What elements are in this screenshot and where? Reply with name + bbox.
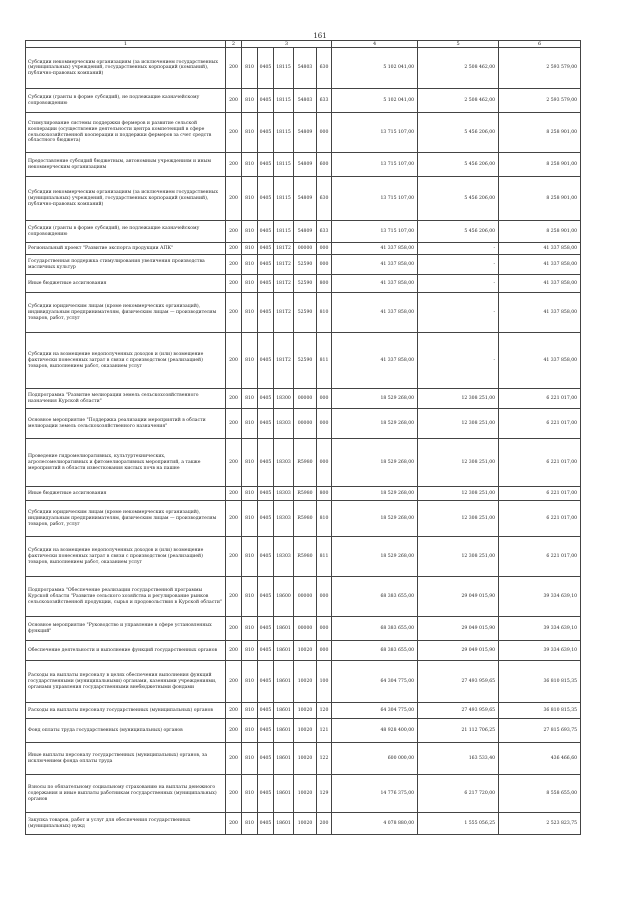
row-name: Субсидии некоммерческим организациям (за исключением государственных (муниципальных) учреждений, государственных корпораций (компаний), публично-правовых компаний) xyxy=(26,177,226,221)
amount-cell: 13 715 107,00 xyxy=(332,177,418,221)
code-cell: 52590 xyxy=(294,293,317,333)
amount-cell: 12 308 251,00 xyxy=(418,389,499,409)
code-cell: 10020 xyxy=(294,661,317,703)
code-cell: 0405 xyxy=(258,221,274,243)
amount-cell: 29 049 015,90 xyxy=(418,641,499,661)
amount-cell: 4 078 880,00 xyxy=(332,813,418,835)
code-cell: 10020 xyxy=(294,641,317,661)
code-cell: 0405 xyxy=(258,487,274,501)
table-row xyxy=(26,153,581,177)
code-cell: 18601 xyxy=(274,703,294,719)
row-name: Взносы по обязательному социальному страхованию на выплаты денежного содержания и иные выплаты работникам государственных (муниципальных) органов xyxy=(26,775,226,813)
code-cell: 181T2 xyxy=(274,275,294,293)
code-cell: 000 xyxy=(317,255,332,275)
code-cell: 810 xyxy=(242,389,258,409)
budget-table xyxy=(25,40,581,835)
code-cell: R5980 xyxy=(294,439,317,487)
code-cell: 630 xyxy=(317,48,332,89)
code-cell: 0405 xyxy=(258,641,274,661)
code-cell: 10020 xyxy=(294,775,317,813)
table-row xyxy=(26,293,581,333)
amount-cell: 29 049 015,90 xyxy=(418,577,499,617)
header-cell: 3 xyxy=(242,41,332,48)
amount-cell: 13 715 107,00 xyxy=(332,221,418,243)
table-row xyxy=(26,243,581,255)
code-cell: 000 xyxy=(317,577,332,617)
code-cell: 200 xyxy=(226,617,242,641)
amount-cell: 8 558 655,00 xyxy=(499,775,581,813)
code-cell: 810 xyxy=(242,743,258,775)
code-cell: 0405 xyxy=(258,743,274,775)
code-cell: 18115 xyxy=(274,153,294,177)
amount-cell: 68 383 655,00 xyxy=(332,617,418,641)
code-cell: 18303 xyxy=(274,537,294,577)
code-cell: 0405 xyxy=(258,409,274,439)
amount-cell: 2 593 579,00 xyxy=(499,48,581,89)
code-cell: 0405 xyxy=(258,661,274,703)
code-cell: 000 xyxy=(317,409,332,439)
amount-cell: 8 258 901,00 xyxy=(499,177,581,221)
amount-cell: - xyxy=(418,293,499,333)
code-cell: 54809 xyxy=(294,153,317,177)
code-cell: 810 xyxy=(242,221,258,243)
amount-cell: - xyxy=(418,275,499,293)
amount-cell: 12 308 251,00 xyxy=(418,487,499,501)
code-cell: 0405 xyxy=(258,255,274,275)
code-cell: 810 xyxy=(242,409,258,439)
row-name: Расходы на выплаты персоналу в целях обеспечения выполнения функций государственными (муниципальными) органами, казенными учреждениями, органами управления государственными внебюджетными фондами xyxy=(26,661,226,703)
amount-cell: 6 221 017,00 xyxy=(499,439,581,487)
code-cell: 810 xyxy=(242,177,258,221)
code-cell: 800 xyxy=(317,275,332,293)
row-name: Иные бюджетные ассигнования xyxy=(26,275,226,293)
code-cell: 52590 xyxy=(294,275,317,293)
table-row xyxy=(26,743,581,775)
amount-cell: 68 383 655,00 xyxy=(332,641,418,661)
amount-cell: 36 810 815,35 xyxy=(499,703,581,719)
code-cell: 810 xyxy=(317,501,332,537)
header-cell: 2 xyxy=(226,41,242,48)
table-row xyxy=(26,439,581,487)
amount-cell: 41 337 858,00 xyxy=(499,275,581,293)
code-cell: 0405 xyxy=(258,703,274,719)
code-cell: 18601 xyxy=(274,617,294,641)
code-cell: 52590 xyxy=(294,255,317,275)
row-name: Основное мероприятие "Руководство и управление в сфере установленных функций" xyxy=(26,617,226,641)
amount-cell: 6 221 017,00 xyxy=(499,409,581,439)
code-cell: 810 xyxy=(242,243,258,255)
code-cell: R5980 xyxy=(294,487,317,501)
code-cell: 18115 xyxy=(274,177,294,221)
amount-cell: 8 258 901,00 xyxy=(499,153,581,177)
code-cell: 18601 xyxy=(274,775,294,813)
amount-cell: 2 593 579,00 xyxy=(499,89,581,113)
amount-cell: 41 337 858,00 xyxy=(499,293,581,333)
code-cell: 000 xyxy=(317,389,332,409)
row-name: Стимулирование системы поддержки фермеров и развитие сельской кооперации (осуществление деятельности центра компетенций в сфере сельскохозяйственной кооперации и поддержки фермеров за счет средств областного бюджета) xyxy=(26,113,226,153)
amount-cell: 2 508 462,00 xyxy=(418,48,499,89)
amount-cell: 64 304 775,00 xyxy=(332,703,418,719)
code-cell: 0405 xyxy=(258,439,274,487)
code-cell: 10020 xyxy=(294,719,317,743)
code-cell: 810 xyxy=(242,775,258,813)
amount-cell: 5 102 041,00 xyxy=(332,89,418,113)
code-cell: 0405 xyxy=(258,113,274,153)
code-cell: 000 xyxy=(317,113,332,153)
row-name: Закупка товаров, работ и услуг для обеспечения государственных (муниципальных) нужд xyxy=(26,813,226,835)
code-cell: 18601 xyxy=(274,661,294,703)
code-cell: 200 xyxy=(226,333,242,389)
code-cell: 600 xyxy=(317,153,332,177)
amount-cell: 14 776 375,00 xyxy=(332,775,418,813)
row-name: Проведение гидромелиоративных, культуртехнических, агролесомелиоративных и фитомелиоративных мероприятий, а также мероприятий в области известкования кислых почв на пашне xyxy=(26,439,226,487)
code-cell: 200 xyxy=(317,813,332,835)
amount-cell: 39 334 639,10 xyxy=(499,617,581,641)
table-row xyxy=(26,537,581,577)
amount-cell: 8 258 901,00 xyxy=(499,113,581,153)
code-cell: 54809 xyxy=(294,113,317,153)
code-cell: 200 xyxy=(226,293,242,333)
code-cell: 0405 xyxy=(258,501,274,537)
header-cell: 6 xyxy=(499,41,581,48)
code-cell: 54809 xyxy=(294,177,317,221)
code-cell: 0405 xyxy=(258,153,274,177)
code-cell: 200 xyxy=(226,255,242,275)
code-cell: 18601 xyxy=(274,719,294,743)
code-cell: 200 xyxy=(226,641,242,661)
code-cell: 810 xyxy=(242,577,258,617)
code-cell: 200 xyxy=(226,775,242,813)
code-cell: 10020 xyxy=(294,743,317,775)
code-cell: 810 xyxy=(242,293,258,333)
code-cell: 00000 xyxy=(294,409,317,439)
amount-cell: 12 308 251,00 xyxy=(418,439,499,487)
amount-cell: 600 000,00 xyxy=(332,743,418,775)
code-cell: 18601 xyxy=(274,813,294,835)
table-row xyxy=(26,813,581,835)
code-cell: 200 xyxy=(226,743,242,775)
amount-cell: 2 508 462,00 xyxy=(418,89,499,113)
amount-cell: 68 383 655,00 xyxy=(332,577,418,617)
code-cell: 181T2 xyxy=(274,333,294,389)
code-cell: 18300 xyxy=(274,389,294,409)
amount-cell: 5 456 206,00 xyxy=(418,113,499,153)
code-cell: 811 xyxy=(317,537,332,577)
code-cell: R5980 xyxy=(294,501,317,537)
code-cell: 810 xyxy=(242,439,258,487)
table-row xyxy=(26,275,581,293)
code-cell: 200 xyxy=(226,487,242,501)
code-cell: 630 xyxy=(317,177,332,221)
code-cell: 18601 xyxy=(274,743,294,775)
code-cell: 181T2 xyxy=(274,255,294,275)
amount-cell: 2 523 823,75 xyxy=(499,813,581,835)
amount-cell: 39 334 639,10 xyxy=(499,641,581,661)
code-cell: 200 xyxy=(226,703,242,719)
code-cell: 54809 xyxy=(294,221,317,243)
code-cell: 000 xyxy=(317,641,332,661)
table-row xyxy=(26,661,581,703)
table-row xyxy=(26,221,581,243)
amount-cell: 27 815 693,75 xyxy=(499,719,581,743)
code-cell: 810 xyxy=(242,89,258,113)
table-row xyxy=(26,617,581,641)
amount-cell: - xyxy=(418,333,499,389)
table-row xyxy=(26,719,581,743)
amount-cell: 6 221 017,00 xyxy=(499,501,581,537)
amount-cell: 41 337 858,00 xyxy=(332,293,418,333)
code-cell: 633 xyxy=(317,89,332,113)
amount-cell: 41 337 858,00 xyxy=(499,255,581,275)
row-name: Обеспечение деятельности и выполнение функций государственных органов xyxy=(26,641,226,661)
row-name: Субсидии (гранты в форме субсидий), не подлежащие казначейскому сопровождению xyxy=(26,221,226,243)
code-cell: 54803 xyxy=(294,89,317,113)
amount-cell: 21 112 706,25 xyxy=(418,719,499,743)
amount-cell: 48 928 400,00 xyxy=(332,719,418,743)
code-cell: 00000 xyxy=(294,243,317,255)
code-cell: 18303 xyxy=(274,487,294,501)
table-row xyxy=(26,48,581,89)
code-cell: 0405 xyxy=(258,577,274,617)
code-cell: 10020 xyxy=(294,813,317,835)
code-cell: 18115 xyxy=(274,48,294,89)
amount-cell: 41 337 858,00 xyxy=(499,333,581,389)
amount-cell: 6 221 017,00 xyxy=(499,487,581,501)
amount-cell: 6 221 017,00 xyxy=(499,537,581,577)
code-cell: 811 xyxy=(317,333,332,389)
code-cell: 810 xyxy=(242,255,258,275)
row-name: Субсидии юридическим лицам (кроме некоммерческих организаций), индивидуальным предпринимателям, физическим лицам — производителям товаров, работ, услуг xyxy=(26,501,226,537)
row-name: Иные бюджетные ассигнования xyxy=(26,487,226,501)
code-cell: 810 xyxy=(242,617,258,641)
code-cell: 200 xyxy=(226,275,242,293)
code-cell: 00000 xyxy=(294,389,317,409)
amount-cell: 29 049 015,90 xyxy=(418,617,499,641)
code-cell: 18115 xyxy=(274,89,294,113)
table-row xyxy=(26,177,581,221)
row-name: Фонд оплаты труда государственных (муниципальных) органов xyxy=(26,719,226,743)
code-cell: 0405 xyxy=(258,275,274,293)
amount-cell: 36 810 815,35 xyxy=(499,661,581,703)
code-cell: 200 xyxy=(226,89,242,113)
page-number: 161 xyxy=(313,32,327,40)
table-row xyxy=(26,641,581,661)
row-name: Субсидии некоммерческим организациям (за исключением государственных (муниципальных) учреждений, государственных корпораций (компаний), публично-правовых компаний) xyxy=(26,48,226,89)
amount-cell: 5 456 206,00 xyxy=(418,221,499,243)
row-name: Субсидии юридическим лицам (кроме некоммерческих организаций), индивидуальным предпринимателям, физическим лицам — производителям товаров, работ, услуг xyxy=(26,293,226,333)
amount-cell: 436 466,60 xyxy=(499,743,581,775)
table-row xyxy=(26,775,581,813)
code-cell: 000 xyxy=(317,243,332,255)
table-row xyxy=(26,577,581,617)
amount-cell: 5 456 206,00 xyxy=(418,177,499,221)
row-name: Субсидии на возмещение недополученных доходов и (или) возмещение фактически понесенных затрат в связи с производством (реализацией) товаров, выполнением работ, оказанием услуг xyxy=(26,537,226,577)
code-cell: 120 xyxy=(317,703,332,719)
code-cell: 10020 xyxy=(294,703,317,719)
code-cell: 200 xyxy=(226,537,242,577)
code-cell: 0405 xyxy=(258,775,274,813)
row-name: Субсидии (гранты в форме субсидий), не подлежащие казначейскому сопровождению xyxy=(26,89,226,113)
code-cell: 810 xyxy=(242,813,258,835)
table-row xyxy=(26,703,581,719)
code-cell: 200 xyxy=(226,719,242,743)
code-cell: 200 xyxy=(226,48,242,89)
amount-cell: 18 529 268,00 xyxy=(332,409,418,439)
amount-cell: 64 304 775,00 xyxy=(332,661,418,703)
code-cell: 54803 xyxy=(294,48,317,89)
amount-cell: 18 529 268,00 xyxy=(332,439,418,487)
amount-cell: 6 217 720,00 xyxy=(418,775,499,813)
code-cell: R5980 xyxy=(294,537,317,577)
code-cell: 00000 xyxy=(294,577,317,617)
header-cell: 4 xyxy=(332,41,418,48)
table-row xyxy=(26,255,581,275)
amount-cell: 41 337 858,00 xyxy=(332,255,418,275)
code-cell: 200 xyxy=(226,113,242,153)
code-cell: 0405 xyxy=(258,389,274,409)
code-cell: 200 xyxy=(226,577,242,617)
code-cell: 810 xyxy=(242,661,258,703)
code-cell: 810 xyxy=(242,501,258,537)
code-cell: 000 xyxy=(317,439,332,487)
code-cell: 100 xyxy=(317,661,332,703)
code-cell: 810 xyxy=(317,293,332,333)
amount-cell: 12 308 251,00 xyxy=(418,409,499,439)
code-cell: 181T2 xyxy=(274,293,294,333)
amount-cell: - xyxy=(418,255,499,275)
amount-cell: 12 308 251,00 xyxy=(418,537,499,577)
row-name: Региональный проект "Развитие экспорта продукции АПК" xyxy=(26,243,226,255)
code-cell: 810 xyxy=(242,537,258,577)
code-cell: 200 xyxy=(226,177,242,221)
amount-cell: 41 337 858,00 xyxy=(332,333,418,389)
amount-cell: 12 308 251,00 xyxy=(418,501,499,537)
code-cell: 200 xyxy=(226,501,242,537)
amount-cell: 18 529 268,00 xyxy=(332,537,418,577)
code-cell: 0405 xyxy=(258,719,274,743)
code-cell: 18115 xyxy=(274,221,294,243)
row-name: Иные выплаты персоналу государственных (муниципальных) органов, за исключением фонда оплаты труда xyxy=(26,743,226,775)
amount-cell: 6 221 017,00 xyxy=(499,389,581,409)
amount-cell: 5 102 041,00 xyxy=(332,48,418,89)
code-cell: 200 xyxy=(226,661,242,703)
code-cell: 810 xyxy=(242,641,258,661)
code-cell: 200 xyxy=(226,439,242,487)
code-cell: 0405 xyxy=(258,177,274,221)
code-cell: 200 xyxy=(226,813,242,835)
code-cell: 129 xyxy=(317,775,332,813)
code-cell: 18601 xyxy=(274,641,294,661)
header-cell: 5 xyxy=(418,41,499,48)
code-cell: 200 xyxy=(226,409,242,439)
table-row xyxy=(26,389,581,409)
code-cell: 810 xyxy=(242,487,258,501)
code-cell: 200 xyxy=(226,389,242,409)
code-cell: 200 xyxy=(226,221,242,243)
code-cell: 810 xyxy=(242,48,258,89)
code-cell: 18600 xyxy=(274,577,294,617)
code-cell: 0405 xyxy=(258,537,274,577)
code-cell: 200 xyxy=(226,153,242,177)
code-cell: 0405 xyxy=(258,89,274,113)
code-cell: 0405 xyxy=(258,333,274,389)
amount-cell: 18 529 268,00 xyxy=(332,501,418,537)
table-row xyxy=(26,501,581,537)
code-cell: 0405 xyxy=(258,617,274,641)
amount-cell: 27 493 959,65 xyxy=(418,703,499,719)
row-name: Подпрограмма "Развитие мелиорации земель сельскохозяйственного назначения Курской области" xyxy=(26,389,226,409)
amount-cell: 5 456 206,00 xyxy=(418,153,499,177)
code-cell: 810 xyxy=(242,275,258,293)
code-cell: 810 xyxy=(242,113,258,153)
code-cell: 200 xyxy=(226,243,242,255)
amount-cell: 13 715 107,00 xyxy=(332,153,418,177)
table-row xyxy=(26,409,581,439)
table-row xyxy=(26,89,581,113)
row-name: Подпрограмма "Обеспечение реализации государственной программы Курской области "Развитие сельского хозяйства и регулирование рынков сельскохозяйственной продукции, сырья и продовольствия в Курской области" xyxy=(26,577,226,617)
code-cell: 18115 xyxy=(274,113,294,153)
code-cell: 18303 xyxy=(274,409,294,439)
code-cell: 18303 xyxy=(274,439,294,487)
code-cell: 0405 xyxy=(258,48,274,89)
amount-cell: 163 533,40 xyxy=(418,743,499,775)
amount-cell: 18 529 268,00 xyxy=(332,389,418,409)
table-row xyxy=(26,113,581,153)
row-name: Субсидии на возмещение недополученных доходов и (или) возмещение фактически понесенных затрат в связи с производством (реализацией) товаров, выполнением работ, оказанием услуг xyxy=(26,333,226,389)
code-cell: 0405 xyxy=(258,243,274,255)
amount-cell: 41 337 858,00 xyxy=(332,243,418,255)
code-cell: 000 xyxy=(317,617,332,641)
code-cell: 18303 xyxy=(274,501,294,537)
code-cell: 810 xyxy=(242,333,258,389)
code-cell: 121 xyxy=(317,719,332,743)
code-cell: 800 xyxy=(317,487,332,501)
amount-cell: 27 493 959,65 xyxy=(418,661,499,703)
amount-cell: - xyxy=(418,243,499,255)
amount-cell: 1 555 056,25 xyxy=(418,813,499,835)
code-cell: 0405 xyxy=(258,293,274,333)
code-cell: 0405 xyxy=(258,813,274,835)
row-name: Предоставление субсидий бюджетным, автономным учреждениям и иным некоммерческим организациям xyxy=(26,153,226,177)
code-cell: 810 xyxy=(242,153,258,177)
code-cell: 00000 xyxy=(294,617,317,641)
table-row xyxy=(26,333,581,389)
code-cell: 633 xyxy=(317,221,332,243)
header-row xyxy=(26,41,581,48)
row-name: Основное мероприятие "Поддержка реализации мероприятий в области мелиорации земель сельскохозяйственного назначения" xyxy=(26,409,226,439)
code-cell: 810 xyxy=(242,703,258,719)
amount-cell: 39 334 639,10 xyxy=(499,577,581,617)
amount-cell: 41 337 858,00 xyxy=(332,275,418,293)
code-cell: 52590 xyxy=(294,333,317,389)
row-name: Расходы на выплаты персоналу государственных (муниципальных) органов xyxy=(26,703,226,719)
code-cell: 122 xyxy=(317,743,332,775)
amount-cell: 13 715 107,00 xyxy=(332,113,418,153)
amount-cell: 41 337 858,00 xyxy=(499,243,581,255)
amount-cell: 8 258 901,00 xyxy=(499,221,581,243)
code-cell: 181T2 xyxy=(274,243,294,255)
table-row xyxy=(26,487,581,501)
row-name: Государственная поддержка стимулирования увеличения производства масличных культур xyxy=(26,255,226,275)
code-cell: 810 xyxy=(242,719,258,743)
header-cell: 1 xyxy=(26,41,226,48)
amount-cell: 18 529 268,00 xyxy=(332,487,418,501)
